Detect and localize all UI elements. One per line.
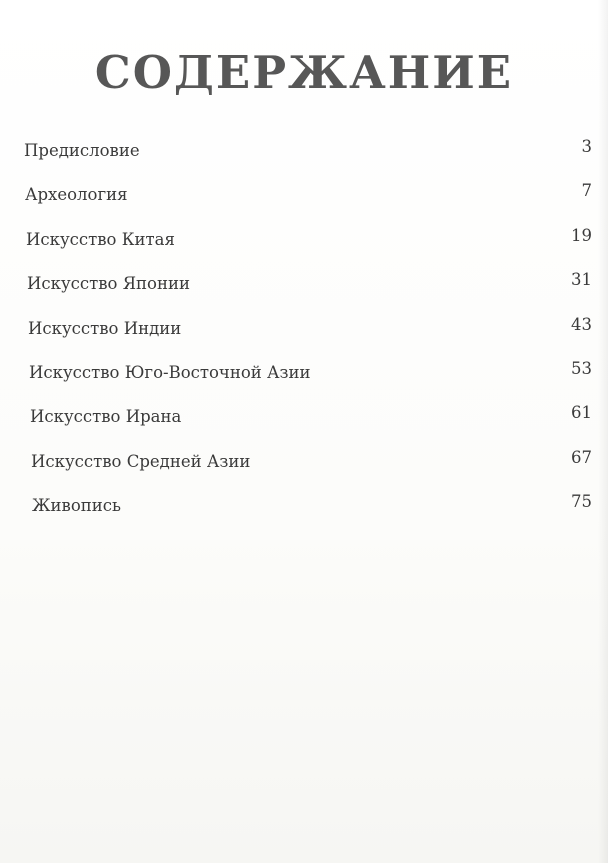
- toc-entry-page: 61: [571, 403, 592, 423]
- toc-entry-page: 53: [571, 358, 592, 378]
- toc-entry-title: Искусство Юго-Восточной Азии: [29, 362, 311, 382]
- toc-entry-title: Искусство Китая: [26, 229, 175, 249]
- toc-entry: [0, 175, 608, 219]
- toc-entry: [0, 264, 608, 308]
- toc-entry-title: Искусство Средней Азии: [31, 451, 251, 471]
- toc-entry-title: Искусство Индии: [28, 318, 182, 338]
- toc-entry: [0, 131, 608, 175]
- toc-entry-title: Живопись: [32, 496, 121, 516]
- toc-entry-title: Искусство Ирана: [30, 407, 182, 427]
- toc-entry-title: Предисловие: [24, 141, 140, 160]
- toc-entry: [0, 220, 608, 264]
- toc-entry-page: 7: [581, 181, 592, 201]
- toc-entry-page: 3: [581, 137, 592, 156]
- toc-entry: [0, 442, 608, 486]
- toc-entry-title: Искусство Японии: [27, 274, 190, 294]
- contents-heading: СОДЕРЖАНИЕ: [94, 46, 514, 99]
- toc-entry-page: 19: [571, 225, 592, 245]
- toc-entry: [0, 309, 608, 353]
- table-of-contents: [0, 131, 608, 531]
- toc-entry-page: 75: [571, 492, 592, 512]
- toc-entry-title: Археология: [25, 185, 128, 205]
- toc-entry-page: 67: [571, 447, 592, 467]
- toc-entry-page: 31: [571, 270, 592, 290]
- toc-entry: [0, 397, 608, 441]
- toc-entry-page: 43: [571, 314, 592, 334]
- toc-entry: [0, 353, 608, 397]
- toc-entry: [0, 486, 608, 530]
